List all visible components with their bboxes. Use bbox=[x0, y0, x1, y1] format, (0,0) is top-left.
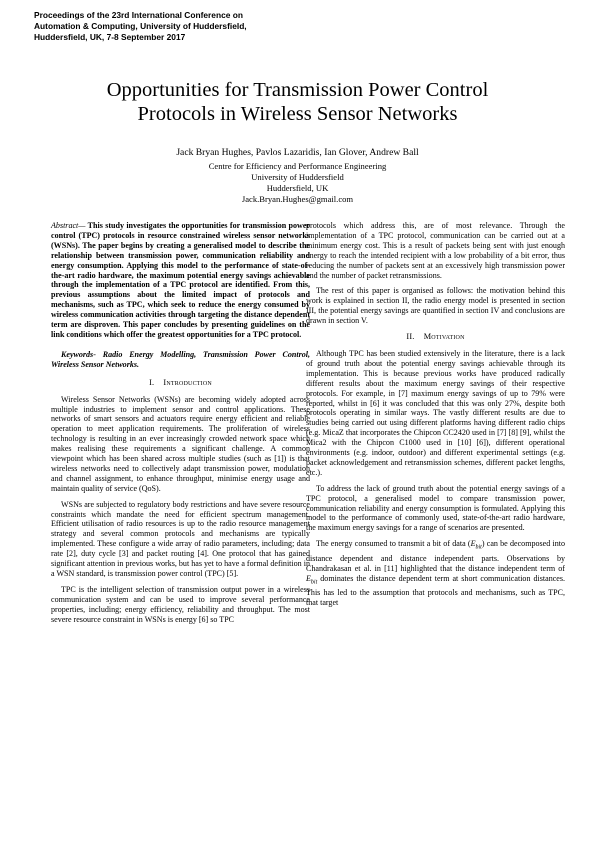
abstract-text: This study investigates the opportunities for transmission power control (TPC) protocols in resource constrained wireless sensor networks (WSNs). The paper begins by creating a generalised model to describe the relationship between transmission power, communication reliability and energy consumption. Applying this model to the performance of state-of-the-art radio hardware, the maximum potential energy savings achievable through the implementation of a TPC protocol are identified. From this, previous assumptions about the limited impact of protocols and mechanisms, such as TPC, which seek to reduce the energy consumed by wireless communication activities through targeting the distance dependent term are disproven. This paper concludes by presenting guidelines on the link conditions which offer the greatest opportunities for a TPC protocol. bbox=[51, 221, 310, 339]
math-subscript: bit bbox=[310, 579, 318, 586]
affiliation-line: Centre for Efficiency and Performance Engineering bbox=[208, 161, 387, 171]
section-title: Motivation bbox=[423, 332, 465, 342]
text-run: The energy consumed to transmit a bit of data ( bbox=[316, 539, 471, 549]
keywords-lead: Keywords- bbox=[61, 349, 96, 359]
section-title: Introduction bbox=[163, 377, 212, 387]
affiliation-line: Huddersfield, UK bbox=[266, 183, 329, 193]
title-line: Protocols in Wireless Sensor Networks bbox=[137, 103, 458, 125]
right-column bbox=[306, 221, 565, 614]
paragraph: Although TPC has been studied extensively in the literature, there is a lack of ground truth about the potential energy savings achievable through its implementation. This is because previous works have produced radically different results about the maximum energy savings of their respective protocols. For example, in [7] maximum energy savings of up to 79% were reported, whilst in [6] it was concluded that this was only 27%, despite both protocols operating in similar ways. The vastly different results are due to studies being carried out using different platforms having different radio chips (e.g. MicaZ that incorporates the Chipcon CC2420 used in [7] [8] [9], whilst the Mica2 with the Chipcon C1000 used in [10] [6]), different operational environments (e.g. indoor, outdoor) and different experimental settings (e.g. packet acknowledgement and retransmission schemes, different packet lengths, etc.). bbox=[306, 348, 565, 477]
keywords-text: Radio Energy Modelling, Transmission Power Control, Wireless Sensor Networks. bbox=[51, 349, 310, 369]
math-symbol: E bbox=[470, 539, 476, 549]
left-column bbox=[51, 221, 310, 631]
text-run: ) can be decomposed into distance dependent and distance independent parts. Observations by Chandrakasan et al. in [11] highlighted that the distance independent term of bbox=[306, 539, 565, 573]
math-subscript: bit bbox=[475, 544, 482, 551]
math-symbol: E bbox=[306, 573, 311, 583]
paragraph: The rest of this paper is organised as follows: the motivation behind this work is explained in section II, the radio energy model is presented in section III, the potential energy savings are quantified in section IV and conclusions are drawn in section V. bbox=[306, 286, 565, 326]
abstract bbox=[51, 221, 310, 340]
section-number: II. bbox=[406, 332, 415, 342]
section-number: I. bbox=[149, 377, 155, 387]
paper-title bbox=[40, 78, 555, 126]
proceedings-line: Automation & Computing, University of Huddersfield, bbox=[34, 21, 247, 31]
section-heading-motivation bbox=[306, 332, 565, 342]
affiliation bbox=[40, 161, 555, 205]
paragraph: TPC is the intelligent selection of transmission output power in a wireless communication system and can be used to improve several performance properties, including; energy efficiency, reliability and throughput. The most severe resource constraint in WSNs is energy [6] so TPC bbox=[51, 584, 310, 624]
authors: Jack Bryan Hughes, Pavlos Lazaridis, Ian Glover, Andrew Ball bbox=[176, 147, 419, 158]
text-run: dominates the distance dependent term at short communication distances. This has led to the assumption that protocols and mechanisms, such as TPC, that target bbox=[306, 573, 565, 608]
paragraph: To address the lack of ground truth about the potential energy savings of a TPC protocol, a generalised model to compare transmission power, communication reliability and energy consumption is formulated. Applying this model to the performance of commonly used, state-of-the-art radio hardware, the maximum energy savings for a range of scenarios are presented. bbox=[306, 483, 565, 533]
section-heading-introduction bbox=[51, 378, 310, 388]
paragraph: Wireless Sensor Networks (WSNs) are becoming widely adopted across multiple industries to implement sensor and control applications. These networks of smart sensors and actuators require energy efficient and reliable operation to meet application requirements. The proliferation of wireless technology is resulting in an ever increasingly crowded network space which makes realising these requirements a significant challenge. A common viewpoint which has been shared across multiple studies (such as [1]) is that wireless networks need to collectively adapt transmission power, modulation and channel assignment, to enhance throughput, minimise energy usage and maintain quality of service (QoS). bbox=[51, 394, 310, 493]
keywords bbox=[51, 350, 310, 370]
paragraph: WSNs are subjected to regulatory body restrictions and have severe resource constraints which mandate the need for efficient spectrum management. Efficient utilisation of radio resources is up to the radio resource management strategy and several common protocols and mechanisms are typically implemented. These configure a wide array of radio parameters, including; data rate [2], duty cycle [3] and packet routing [4]. One protocol that has gained significant attention in previous works, but has yet to have a formal definition in a WSN standard, is transmission power control (TPC) [5]. bbox=[51, 499, 310, 578]
title-line: Opportunities for Transmission Power Control bbox=[106, 79, 489, 101]
proceedings-line: Huddersfield, UK, 7-8 September 2017 bbox=[34, 32, 186, 42]
abstract-lead: Abstract— bbox=[51, 221, 86, 230]
affiliation-line: University of Huddersfield bbox=[251, 172, 344, 182]
paragraph: protocols which address this, are of most relevance. Through the implementation of a TPC protocol, communication can be carried out at a minimum energy cost. This is a result of packets being sent with just enough energy to reach the intended recipient with a low probability of a bit error, thus reducing the number of packets sent at an excessively high transmission power and the number of packet retransmissions. bbox=[306, 221, 565, 280]
proceedings-line: Proceedings of the 23rd International Conference on bbox=[34, 10, 243, 20]
author-email: Jack.Bryan.Hughes@gmail.com bbox=[241, 194, 354, 204]
proceedings-header bbox=[34, 10, 364, 43]
paragraph bbox=[306, 539, 565, 608]
